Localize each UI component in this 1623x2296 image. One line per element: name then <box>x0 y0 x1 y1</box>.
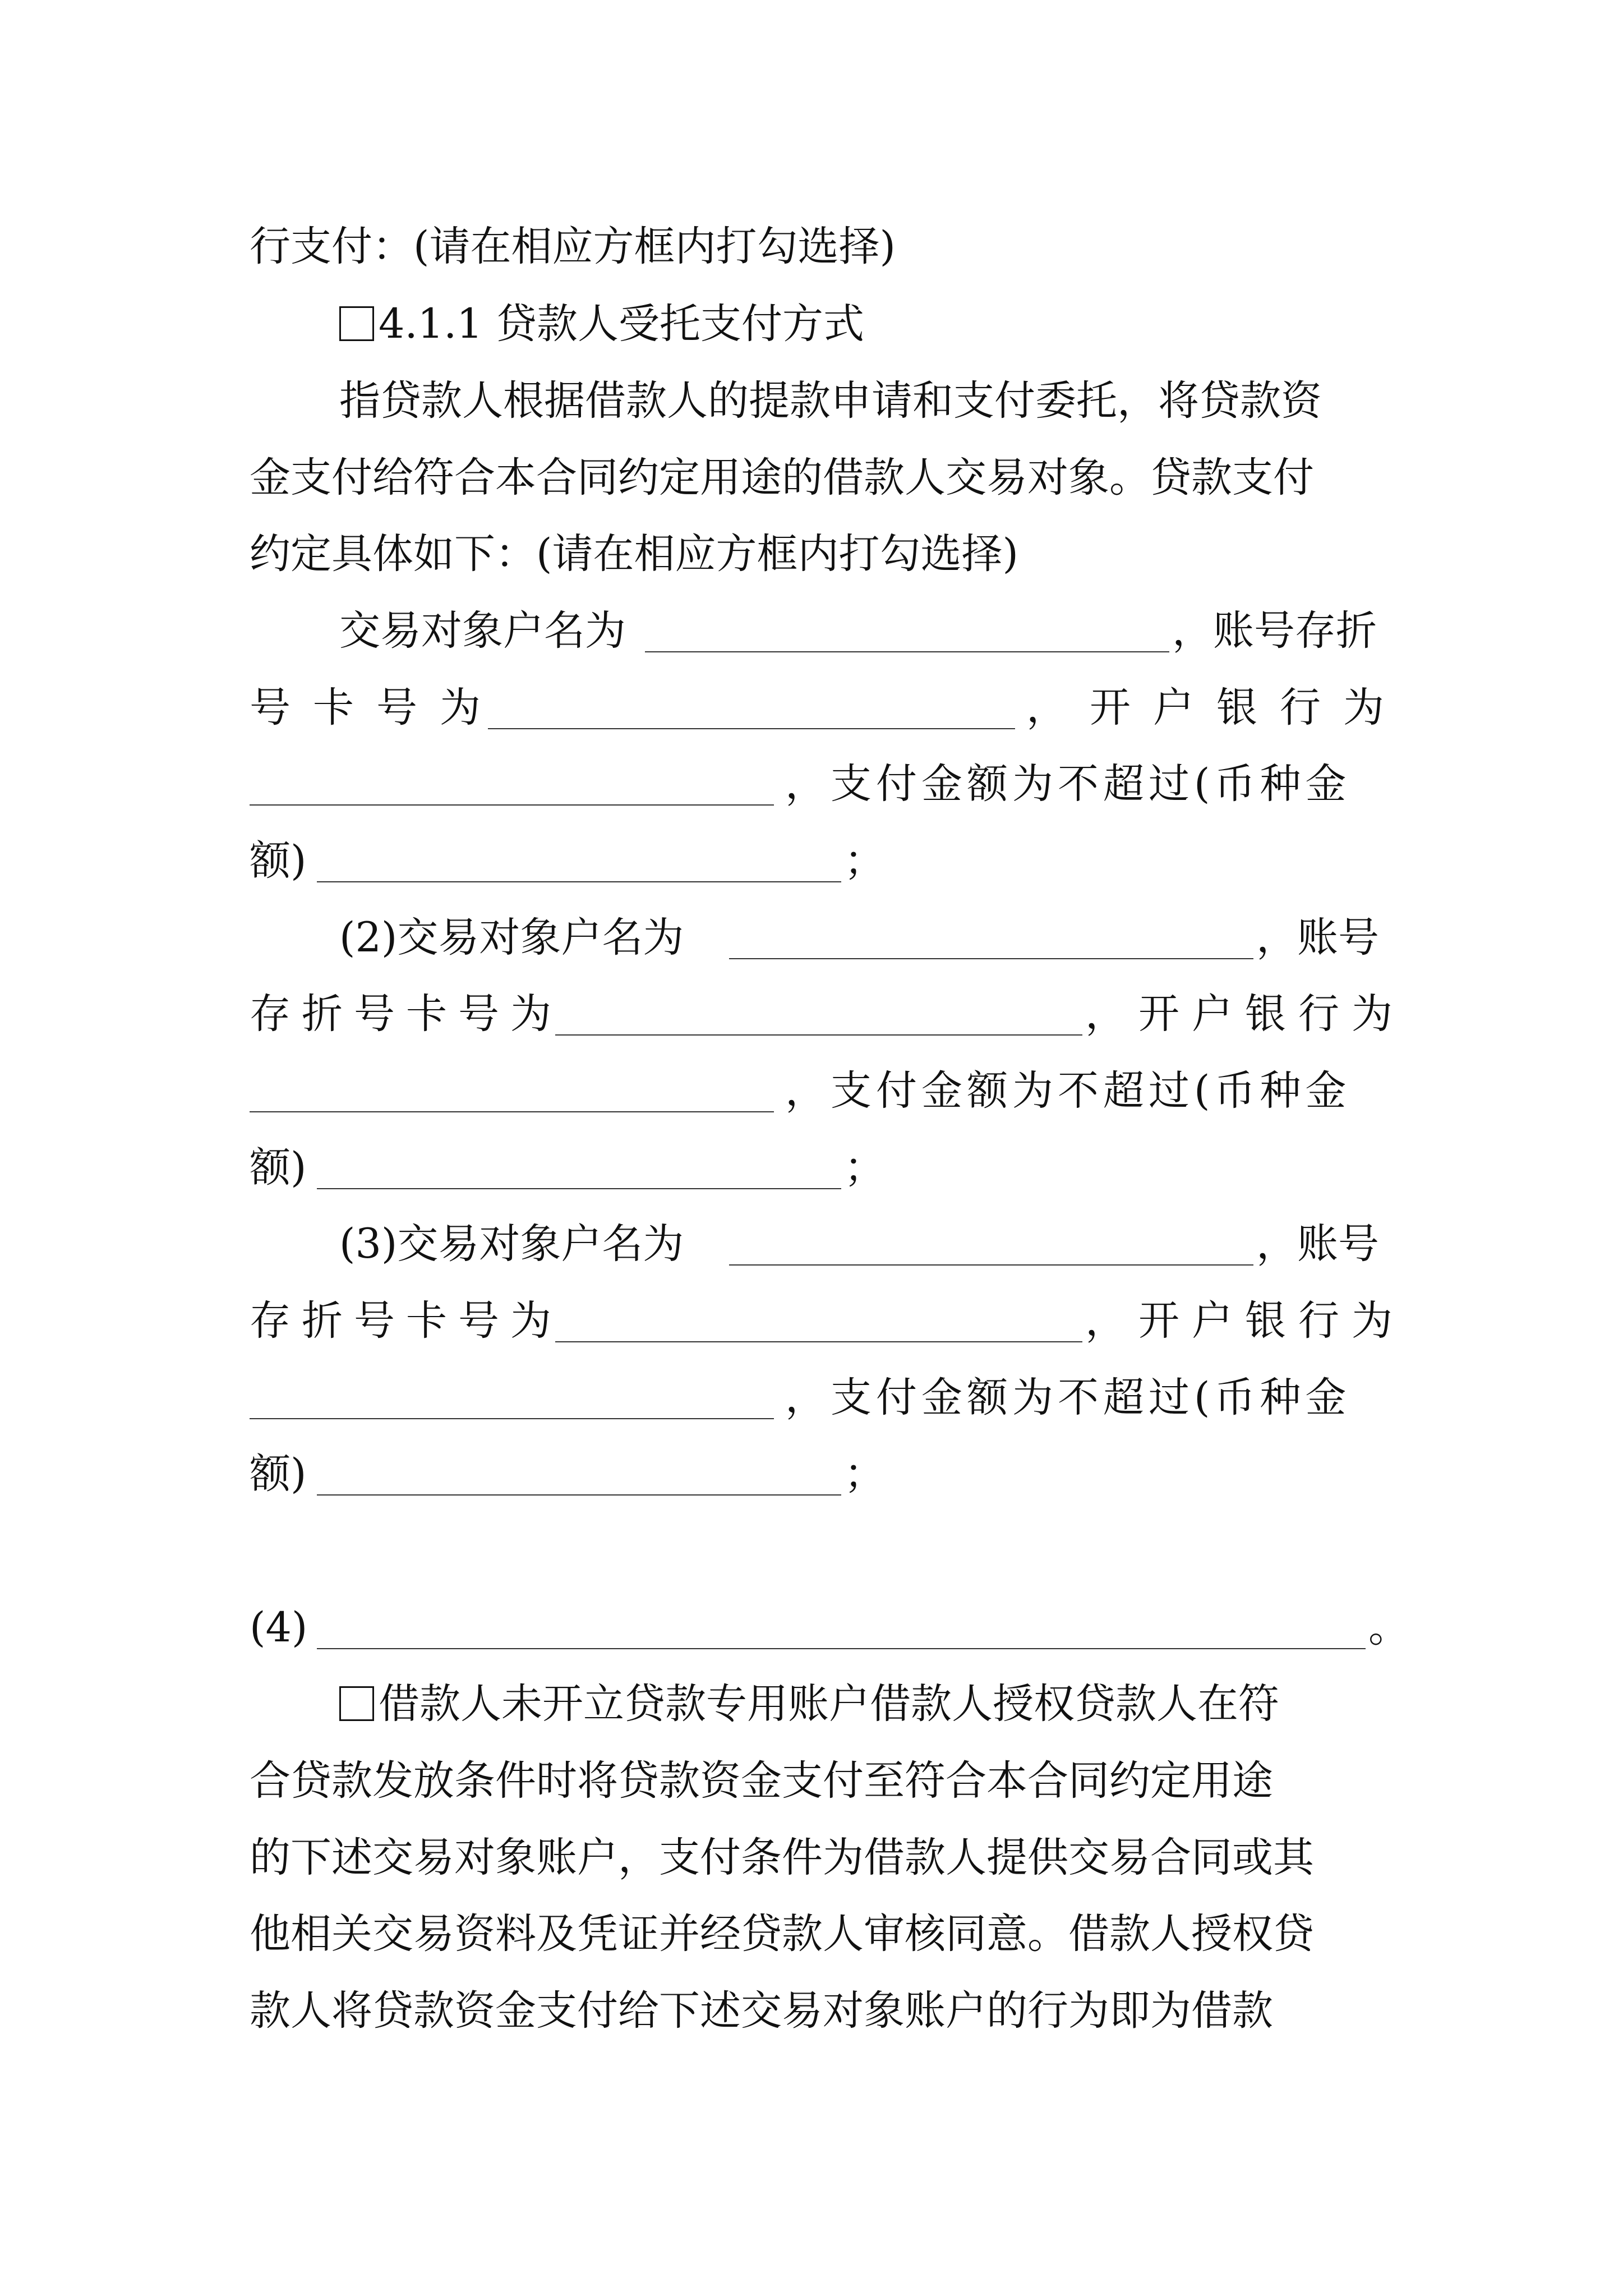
amount-field[interactable] <box>317 1494 841 1496</box>
amount-field[interactable] <box>317 1188 841 1189</box>
paragraph-text: 指贷款人根据借款人的提款申请和支付委托，将贷款资 <box>339 377 1322 425</box>
field-label: ，开户银行为 <box>1085 1297 1405 1345</box>
text-line <box>250 1895 1394 1973</box>
field-label: ，账号 <box>1256 914 1379 961</box>
field-label: ； <box>844 837 885 885</box>
bank-name-field[interactable] <box>250 1418 774 1419</box>
form-line <box>250 1052 1394 1130</box>
form-line <box>250 1359 1394 1437</box>
account-number-field[interactable] <box>488 728 1015 729</box>
checkbox-4-1-1[interactable] <box>339 306 374 341</box>
option-no-dedicated-account <box>339 1665 1394 1743</box>
paragraph-text: 借款人未开立贷款专用账户借款人授权贷款人在符 <box>379 1680 1279 1728</box>
form-line <box>250 1129 1394 1207</box>
account-number-field[interactable] <box>555 1034 1082 1036</box>
form-line <box>250 669 1407 747</box>
field-label: (3)交易对象户名为 <box>339 1220 684 1268</box>
field-label: 存折号卡号为 <box>250 1297 562 1345</box>
field-label: 额) <box>250 1450 307 1498</box>
field-label: ； <box>844 1144 885 1191</box>
other-entry-field[interactable] <box>317 1648 1366 1649</box>
paragraph-text: 款人将贷款资金支付给下述交易对象账户的行为即为借款 <box>250 1987 1273 2035</box>
account-name-field[interactable] <box>729 1264 1253 1266</box>
paragraph-text: 行支付：(请在相应方框内打勾选择) <box>250 223 896 270</box>
form-line <box>250 1435 1394 1513</box>
field-label: (4) <box>250 1604 308 1651</box>
field-label: 存折号卡号为 <box>250 990 562 1038</box>
field-label: ，账号 <box>1256 1220 1379 1268</box>
amount-field[interactable] <box>317 881 841 882</box>
field-label: ，开户银行为 <box>1026 684 1407 731</box>
field-label: ，账号存折 <box>1172 607 1377 655</box>
option-label: 4.1.1 贷款人受托支付方式 <box>379 300 864 348</box>
paragraph-text: 他相关交易资料及凭证并经贷款人审核同意。借款人授权贷 <box>250 1910 1314 1958</box>
account-name-field[interactable] <box>729 958 1253 959</box>
account-number-field[interactable] <box>555 1341 1082 1342</box>
form-line <box>339 1205 1394 1283</box>
text-line <box>339 362 1394 440</box>
checkbox-no-dedicated-account[interactable] <box>339 1686 374 1721</box>
text-line <box>250 208 1394 286</box>
account-name-field[interactable] <box>645 651 1169 652</box>
form-line <box>250 1589 1409 1667</box>
paragraph-text: 的下述交易对象账户，支付条件为借款人提供交易合同或其 <box>250 1834 1314 1881</box>
field-label: 号卡号为 <box>250 684 503 731</box>
field-label: ； <box>844 1450 885 1498</box>
field-label: 额) <box>250 1144 307 1191</box>
form-line <box>250 822 1394 900</box>
field-label: (2)交易对象户名为 <box>339 914 684 961</box>
field-label: 交易对象户名为 <box>339 607 626 655</box>
field-label: 额) <box>250 837 307 885</box>
form-line <box>250 1282 1405 1360</box>
field-label: ，支付金额为不超过(币种金 <box>785 760 1351 808</box>
form-line <box>339 899 1394 977</box>
field-label: 。 <box>1368 1604 1409 1651</box>
field-label: ，支付金额为不超过(币种金 <box>785 1067 1351 1115</box>
paragraph-text: 金支付给符合本合同约定用途的借款人交易对象。贷款支付 <box>250 454 1314 501</box>
form-line <box>339 592 1394 670</box>
field-label: ，支付金额为不超过(币种金 <box>785 1374 1351 1421</box>
form-line <box>250 745 1394 823</box>
paragraph-text: 合贷款发放条件时将贷款资金支付至符合本合同约定用途 <box>250 1757 1273 1805</box>
bank-name-field[interactable] <box>250 804 774 806</box>
bank-name-field[interactable] <box>250 1111 774 1112</box>
form-line <box>250 975 1405 1053</box>
option-4-1-1 <box>339 285 1394 364</box>
text-line <box>250 1972 1394 2050</box>
text-line <box>250 1742 1394 1820</box>
text-line <box>250 1819 1394 1897</box>
text-line <box>250 439 1394 517</box>
paragraph-text: 约定具体如下：(请在相应方框内打勾选择) <box>250 530 1018 578</box>
field-label: ，开户银行为 <box>1085 990 1405 1038</box>
text-line <box>250 515 1394 593</box>
